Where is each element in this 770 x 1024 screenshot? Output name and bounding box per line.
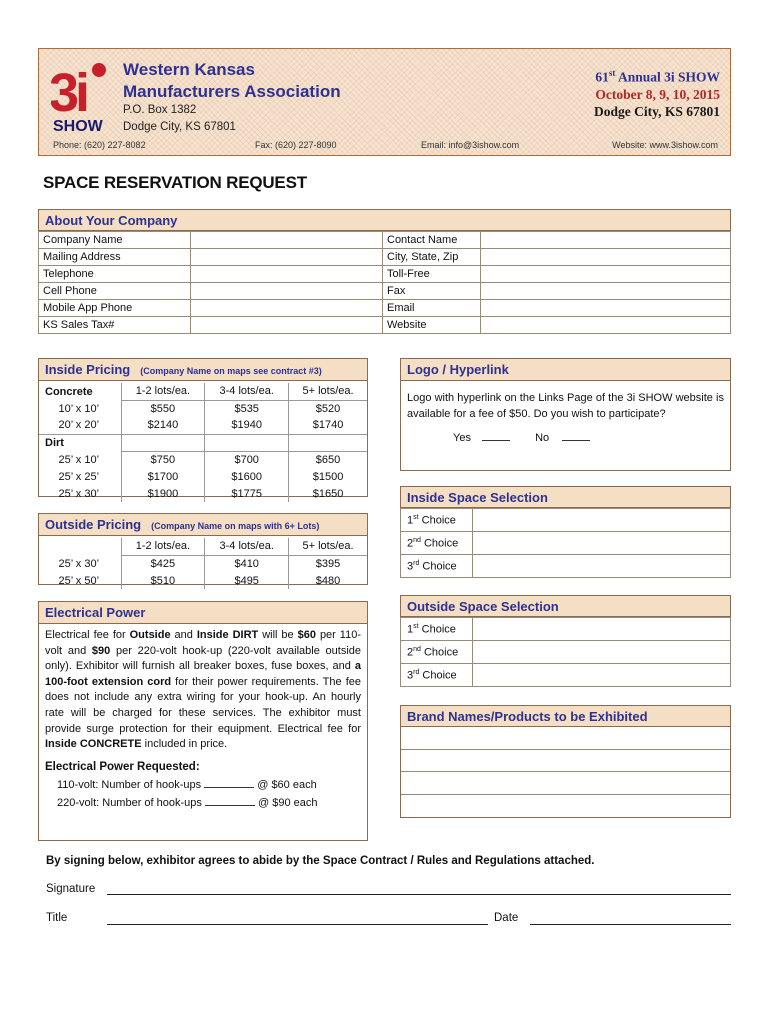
yes-input[interactable] [482, 430, 510, 441]
page-title: SPACE RESERVATION REQUEST [43, 173, 307, 192]
brand-line[interactable] [401, 750, 730, 773]
choice-label: 2nd Choice [401, 532, 473, 555]
about-row [39, 283, 731, 300]
about-input[interactable] [191, 232, 383, 249]
association-name [123, 59, 341, 103]
about-input[interactable] [191, 283, 383, 300]
about-input[interactable] [481, 283, 731, 300]
about-label: KS Sales Tax# [39, 317, 191, 334]
choice-label: 1st Choice [401, 509, 473, 532]
pricing-empty [289, 434, 367, 451]
pricing-column-header: 5+ lots/ea. [289, 383, 367, 400]
about-label: Cell Phone [39, 283, 191, 300]
concrete-label: Concrete [39, 383, 121, 400]
pricing-cell: $410 [205, 555, 289, 572]
logo-hyperlink-text: Logo with hyperlink on the Links Page of the 3i SHOW website is available for a fee of $50. Do you wish to participate? [407, 392, 724, 420]
pricing-empty [205, 434, 289, 451]
pricing-row [39, 451, 367, 468]
pricing-column-header: 5+ lots/ea. [289, 538, 367, 555]
about-label: Company Name [39, 232, 191, 249]
brand-line[interactable] [401, 727, 730, 750]
about-row [39, 317, 731, 334]
about-input[interactable] [481, 232, 731, 249]
brand-line[interactable] [401, 795, 730, 818]
pricing-column-header: 1-2 lots/ea. [121, 538, 205, 555]
fax-text: Fax: (620) 227-8090 [255, 140, 337, 150]
pricing-column-header: 3-4 lots/ea. [205, 538, 289, 555]
pricing-row [39, 468, 367, 485]
outside-space-table [400, 617, 731, 687]
pricing-cell: $1940 [205, 417, 289, 434]
outside-pricing-heading: Outside Pricing (Company Name on maps with 6+ Lots) [39, 514, 367, 536]
pricing-cell: $750 [121, 451, 205, 468]
3i-logo-icon [51, 61, 111, 133]
pricing-cell: $510 [121, 572, 205, 589]
choice-row [401, 532, 731, 555]
choice-row [401, 641, 731, 664]
choice-label: 2nd Choice [401, 641, 473, 664]
pricing-cell: $2140 [121, 417, 205, 434]
association-line-1: Western Kansas [123, 60, 255, 79]
title-label: Title [46, 912, 68, 924]
outside-pricing-table [39, 538, 367, 589]
pricing-row [39, 485, 367, 502]
choice-row [401, 664, 731, 687]
pricing-cell: $495 [205, 572, 289, 589]
pricing-cell: $1740 [289, 417, 367, 434]
pricing-cell: $1600 [205, 468, 289, 485]
pricing-size: 25’ x 50’ [39, 572, 121, 589]
about-input[interactable] [481, 317, 731, 334]
pricing-header-row [39, 538, 367, 555]
inside-space-table [400, 508, 731, 578]
brands-section [400, 705, 731, 818]
electrical-heading: Electrical Power [39, 602, 367, 624]
choice-input[interactable] [473, 532, 731, 555]
choice-input[interactable] [473, 664, 731, 687]
about-label: Telephone [39, 266, 191, 283]
choice-row [401, 555, 731, 578]
pricing-cell: $1650 [289, 485, 367, 502]
show-city: Dodge City, KS 67801 [593, 103, 720, 119]
logo-hyperlink-answer [401, 422, 730, 444]
pricing-cell: $650 [289, 451, 367, 468]
pricing-cell: $1500 [289, 468, 367, 485]
about-label: Website [383, 317, 481, 334]
electrical-text: Electrical fee for Outside and Inside DIRT will be $60 per 110-volt and $90 per 220-volt hook-up (220-volt available outside only). Exhibitor will furnish all breaker boxes, fuse boxes, and a 100-foot extension cord for their power requirements. The fee does not include any extra wiring for your hook-up. An hourly rate will be charged for these services. The exhibitor must provide surge protection for their equipment. Electrical fee for Inside CONCRETE included in price. [45, 629, 361, 751]
phone-text: Phone: (620) 227-8082 [53, 140, 146, 150]
pricing-cell: $1900 [121, 485, 205, 502]
website-text: Website: www.3ishow.com [612, 140, 718, 150]
pricing-cell: $550 [121, 400, 205, 417]
choice-input[interactable] [473, 641, 731, 664]
show-info [594, 65, 720, 120]
about-label: Contact Name [383, 232, 481, 249]
pricing-size: 10’ x 10’ [39, 400, 121, 417]
about-section [38, 209, 731, 334]
about-table [38, 231, 731, 334]
signature-field[interactable] [107, 894, 731, 895]
about-input[interactable] [191, 249, 383, 266]
signing-statement: By signing below, exhibitor agrees to abide by the Space Contract / Rules and Regulations attached. [46, 855, 595, 867]
outside-pricing-section [38, 513, 368, 585]
brands-heading: Brand Names/Products to be Exhibited [400, 705, 731, 727]
pricing-empty [121, 434, 205, 451]
choice-label: 3rd Choice [401, 555, 473, 578]
outside-space-section [400, 595, 731, 687]
about-input[interactable] [191, 317, 383, 334]
date-field[interactable] [530, 924, 731, 925]
hookup-220-row: 220-volt: Number of hook-ups @ $90 each [57, 796, 318, 809]
inside-pricing-section [38, 358, 368, 500]
about-input[interactable] [481, 300, 731, 317]
dirt-header-row [39, 434, 367, 451]
pricing-row [39, 400, 367, 417]
hookup-110-row: 110-volt: Number of hook-ups @ $60 each [57, 778, 317, 791]
pricing-row [39, 572, 367, 589]
hookup-110-input[interactable] [204, 777, 254, 788]
choice-label: 3rd Choice [401, 664, 473, 687]
about-label: Fax [383, 283, 481, 300]
about-input[interactable] [481, 266, 731, 283]
about-input[interactable] [191, 266, 383, 283]
about-label: City, State, Zip [383, 249, 481, 266]
pricing-empty [39, 538, 121, 555]
dirt-label: Dirt [39, 434, 121, 451]
show-title: 61st Annual 3i SHOW [595, 68, 720, 85]
about-row [39, 300, 731, 317]
brands-lines [400, 727, 731, 818]
about-label: Mobile App Phone [39, 300, 191, 317]
choice-input[interactable] [473, 618, 731, 641]
address-line-2: Dodge City, KS 67801 [123, 121, 236, 133]
choice-input[interactable] [473, 509, 731, 532]
about-row [39, 249, 731, 266]
choice-row [401, 618, 731, 641]
no-input[interactable] [562, 430, 590, 441]
brand-line[interactable] [401, 772, 730, 795]
hookup-220-input[interactable] [205, 795, 255, 806]
about-label: Mailing Address [39, 249, 191, 266]
no-label: No [535, 432, 550, 445]
pricing-row [39, 555, 367, 572]
pricing-cell: $395 [289, 555, 367, 572]
email-text: Email: info@3ishow.com [421, 140, 520, 150]
choice-input[interactable] [473, 555, 731, 578]
date-label: Date [494, 912, 519, 924]
pricing-row [39, 417, 367, 434]
pricing-cell: $1700 [121, 468, 205, 485]
inside-pricing-table [39, 383, 367, 502]
svg-text:SHOW: SHOW [53, 118, 103, 133]
about-label: Toll-Free [383, 266, 481, 283]
choice-label: 1st Choice [401, 618, 473, 641]
outside-space-heading: Outside Space Selection [400, 595, 731, 617]
yes-label: Yes [453, 432, 471, 445]
association-address [123, 102, 236, 136]
pricing-column-header: 3-4 lots/ea. [205, 383, 289, 400]
electrical-section [38, 601, 368, 841]
title-field[interactable] [107, 924, 488, 925]
svg-text:3i: 3i [51, 63, 87, 123]
3i-show-logo [51, 61, 111, 133]
association-line-2: Manufacturers Association [123, 82, 341, 101]
pricing-size: 25’ x 30’ [39, 555, 121, 572]
pricing-column-header: 1-2 lots/ea. [121, 383, 205, 400]
about-label: Email [383, 300, 481, 317]
inside-space-section [400, 486, 731, 578]
pricing-header-row [39, 383, 367, 400]
header-banner [38, 48, 731, 156]
about-row [39, 266, 731, 283]
pricing-cell: $480 [289, 572, 367, 589]
pricing-cell: $700 [205, 451, 289, 468]
pricing-size: 20’ x 20’ [39, 417, 121, 434]
about-input[interactable] [191, 300, 383, 317]
about-heading: About Your Company [38, 209, 731, 231]
about-row [39, 232, 731, 249]
pricing-cell: $520 [289, 400, 367, 417]
pricing-cell: $535 [205, 400, 289, 417]
choice-row [401, 509, 731, 532]
pricing-size: 25’ x 30’ [39, 485, 121, 502]
pricing-cell: $425 [121, 555, 205, 572]
pricing-size: 25’ x 25’ [39, 468, 121, 485]
inside-pricing-heading: Inside Pricing (Company Name on maps see contract #3) [39, 359, 367, 381]
show-dates: October 8, 9, 10, 2015 [595, 86, 720, 102]
electrical-requested-label: Electrical Power Requested: [45, 760, 200, 773]
address-line-1: P.O. Box 1382 [123, 104, 197, 116]
logo-hyperlink-section [400, 358, 731, 471]
about-input[interactable] [481, 249, 731, 266]
inside-space-heading: Inside Space Selection [400, 486, 731, 508]
signature-label: Signature [46, 883, 96, 895]
pricing-size: 25’ x 10’ [39, 451, 121, 468]
pricing-cell: $1775 [205, 485, 289, 502]
logo-hyperlink-heading: Logo / Hyperlink [401, 359, 730, 381]
